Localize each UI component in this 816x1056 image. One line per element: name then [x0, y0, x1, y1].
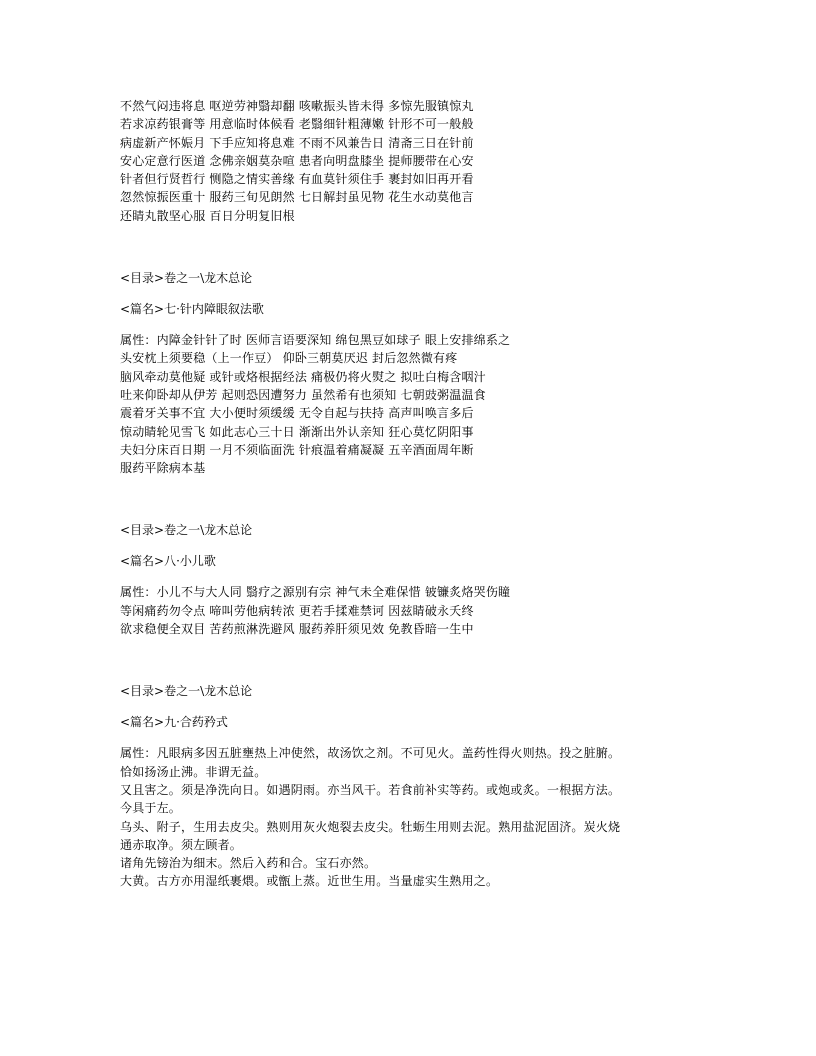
text-line: 还睛丸散坚心服 百日分明复旧根 — [120, 208, 295, 223]
text-line: 乌头、附子，生用去皮尖。熟则用灰火炮裂去皮尖。牡蛎生用则去泥。熟用盐泥固济。炭火烧 — [120, 819, 621, 834]
text-line: 欲求稳便全双目 苦药煎淋洗避风 服药养肝须见效 免教昏暗一生中 — [120, 622, 474, 637]
intro-verse-block — [120, 97, 720, 225]
text-line: 忽然惊振医重十 服药三旬见朗然 七日解封虽见物 花生水动莫他言 — [120, 190, 474, 205]
text-line: 惊动睛轮见雪飞 如此志心三十日 渐渐出外认亲知 狂心莫忆阴阳事 — [120, 424, 474, 439]
text-line: 不然气闷违将息 呕逆劳神翳却翻 咳嗽振头皆未得 多惊先服镇惊丸 — [120, 99, 474, 113]
section-8 — [120, 521, 720, 638]
text-line: 属性：小儿不与大人同 翳疗之源别有宗 神气未全难保惜 铍镰炙烙哭伤瞳 — [120, 585, 511, 600]
text-line: 脑风牵动莫他疑 或针或烙根据经法 痛极仍将火熨之 拟吐白梅含咽汁 — [120, 369, 486, 384]
text-line: 病虚新产怀娠月 下手应知将息难 不雨不风兼告日 清斋三日在针前 — [120, 135, 474, 150]
text-line: 若求凉药银膏等 用意临时体候看 老翳细针粗薄嫩 针形不可一般般 — [120, 117, 474, 132]
text-line: 吐来仰卧却从伊芳 起则恐因遭努力 虽然希有也须知 七朝豉粥温温食 — [120, 387, 486, 402]
text-line: 安心定意行医道 念佛亲姻莫杂喧 患者向明盘膝坐 提师腰带在心安 — [120, 153, 474, 168]
text-line: 通赤取净。须左顾者。 — [120, 837, 243, 852]
text-line: 又且害之。须是净洗向日。如遇阴雨。亦当风干。若食前补实等药。或炮或炙。一根据方法。 — [120, 782, 621, 797]
chapter-title: <篇名>九·合药矜式 — [120, 715, 228, 730]
document-page — [120, 97, 720, 891]
text-line: 等闲痛药勿令点 啼叫劳他病转浓 更若手揉难禁诃 因兹睛破永夭终 — [120, 603, 474, 618]
text-line: 头安枕上须要稳（上一作豆） 仰卧三朝莫厌迟 封后忽然微有疼 — [120, 351, 458, 366]
text-line: 大黄。古方亦用湿纸裹煨。或甑上蒸。近世生用。当量虚实生熟用之。 — [120, 874, 499, 889]
text-line: 诸角先镑治为细末。然后入药和合。宝石亦然。 — [120, 856, 377, 871]
text-line: 属性：凡眼病多因五脏壅热上冲使然，故汤饮之剂。不可见火。盖药性得火则热。投之脏腑。 — [120, 746, 621, 761]
text-line: 震着牙关事不宜 大小便时须缓缓 无令自起与扶持 高声叫唤言多后 — [120, 406, 474, 421]
text-line: 属性：内障金针针了时 医师言语要深知 绵包黑豆如球子 眼上安排绵系之 — [120, 333, 511, 348]
catalog-heading: <目录>卷之一\龙木总论 — [120, 523, 253, 538]
text-line: 恰如扬汤止沸。非谓无益。 — [120, 764, 267, 779]
chapter-title: <篇名>八·小儿歌 — [120, 554, 216, 569]
catalog-heading: <目录>卷之一\龙木总论 — [120, 684, 253, 699]
chapter-title: <篇名>七·针内障眼叙法歌 — [120, 302, 264, 317]
text-line: 今具于左。 — [120, 801, 182, 816]
catalog-heading: <目录>卷之一\龙木总论 — [120, 271, 253, 286]
text-line: 夫妇分床百日期 一月不须临面洗 针痕温着痛凝凝 五辛酒面周年断 — [120, 442, 474, 457]
text-line: 服药平除病本基 — [120, 461, 206, 476]
section-9 — [120, 682, 720, 890]
text-line: 针者但行贤哲行 恻隐之情实善缘 有血莫针须住手 裹封如旧再开看 — [120, 172, 474, 187]
section-7 — [120, 269, 720, 477]
